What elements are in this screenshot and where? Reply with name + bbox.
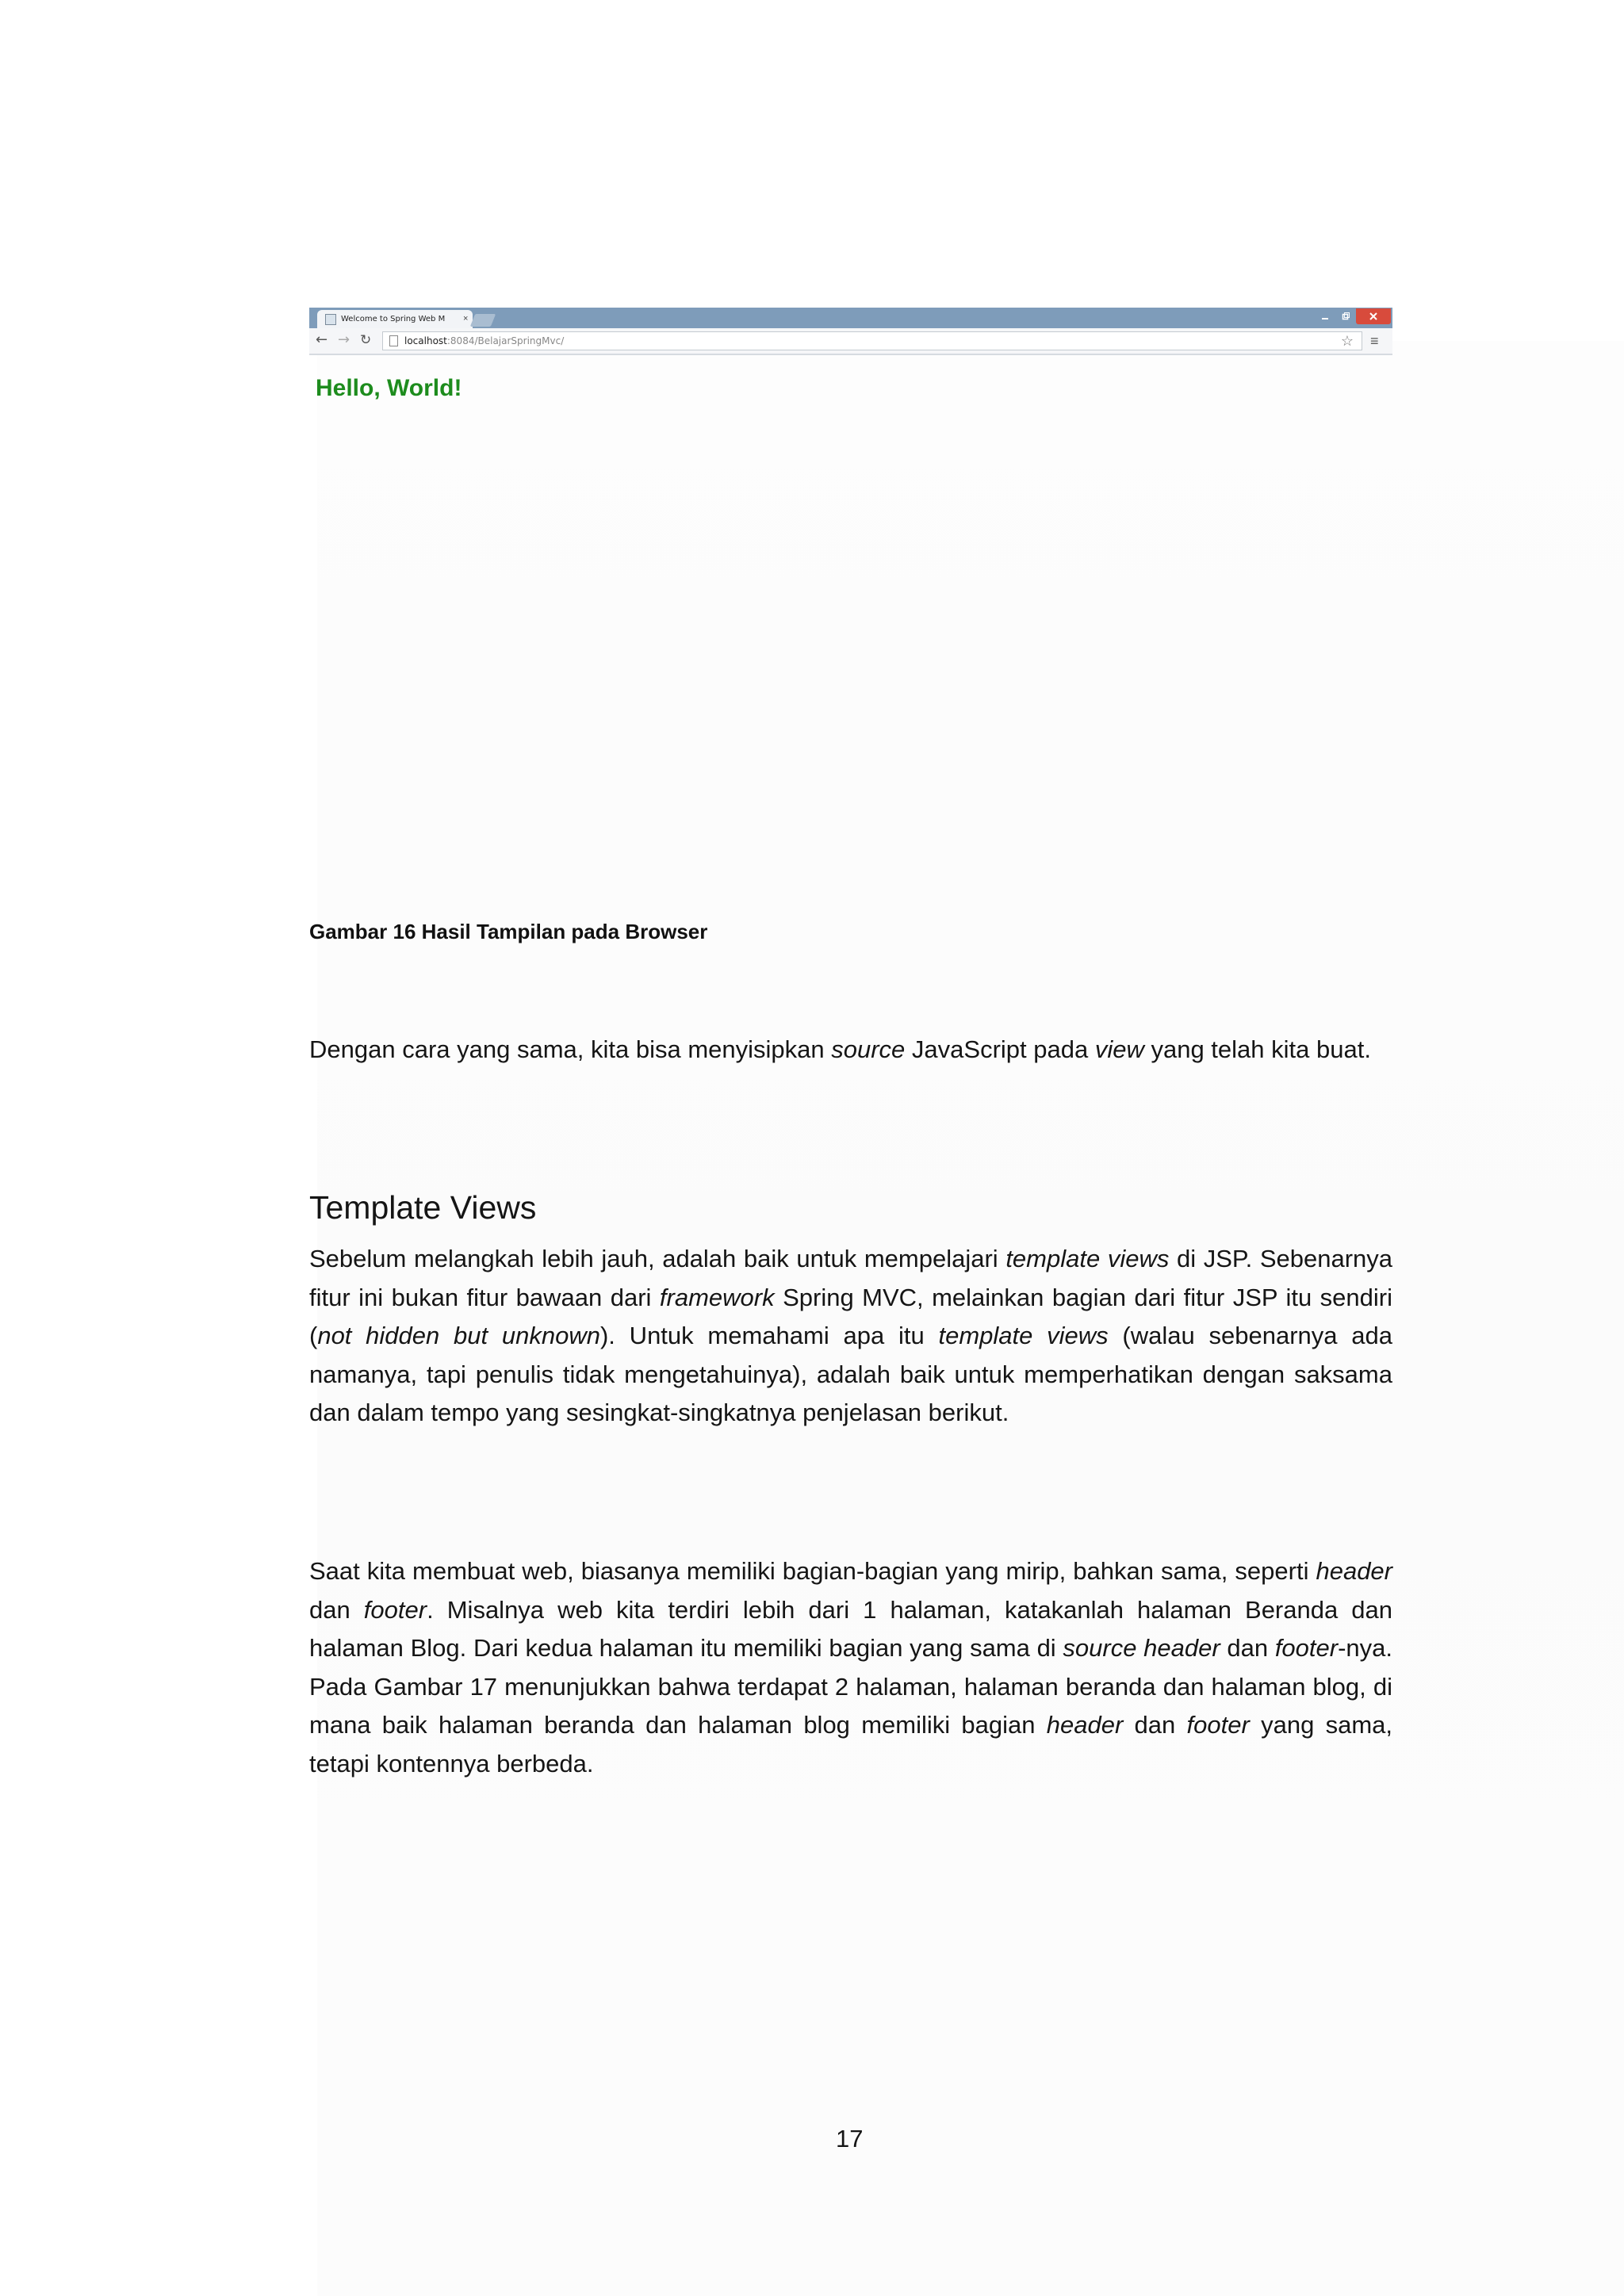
url-path: :8084/BelajarSpringMvc/ [446, 335, 565, 346]
text-span: yang telah kita buat. [1143, 1035, 1371, 1063]
paragraph-3 [309, 1552, 1392, 1783]
hello-world-text: Hello, World! [316, 375, 462, 401]
italic-term: header [1316, 1557, 1392, 1585]
browser-tab[interactable] [317, 310, 473, 328]
italic-term: header [1046, 1711, 1124, 1739]
italic-term: view [1094, 1035, 1144, 1063]
text-span: -nya. Pada Gambar 17 menunjukkan bahwa terdapat 2 halaman, halaman beranda dan halaman blog, di mana baik halaman beranda dan halaman blog memiliki bagian [309, 1634, 1393, 1739]
tab-close-icon[interactable]: × [463, 314, 469, 323]
favicon-icon [325, 314, 336, 325]
page-number: 17 [836, 2125, 864, 2152]
italic-term: footer [363, 1595, 427, 1624]
text-span: dan [1220, 1634, 1275, 1662]
reload-icon[interactable]: ↻ [360, 332, 372, 348]
paragraph-2 [309, 1240, 1392, 1433]
italic-term: template views [938, 1322, 1109, 1349]
maximize-icon[interactable] [1335, 308, 1356, 324]
star-icon[interactable]: ☆ [1340, 333, 1354, 349]
italic-term: template views [1005, 1245, 1170, 1272]
italic-term: framework [659, 1283, 775, 1311]
text-span: dan [309, 1595, 364, 1624]
text-span: di JSP. Sebenarnya fitur ini bukan fitur bawaan dari [309, 1245, 1393, 1311]
minimize-icon[interactable] [1315, 308, 1335, 324]
url-host: localhost [404, 335, 447, 346]
italic-term: source [831, 1035, 906, 1063]
forward-arrow-icon[interactable]: → [338, 331, 350, 348]
close-icon[interactable] [1356, 308, 1391, 324]
browser-tab-bar [309, 308, 1392, 328]
text-span: Sebelum melangkah lebih jauh, adalah baik untuk mempelajari [309, 1245, 1006, 1272]
figure-caption: Gambar 16 Hasil Tampilan pada Browser [309, 920, 708, 943]
text-span: Saat kita membuat web, biasanya memiliki bagian-bagian yang mirip, bahkan sama, seperti [309, 1557, 1316, 1585]
tab-title: Welcome to Spring Web M [341, 315, 446, 323]
text-span: (walau sebenarnya ada namanya, tapi penulis tidak mengetahuinya), adalah baik untuk memperhatikan dengan saksama dan dalam tempo yang sesingkat-singkatnya penjelasan berikut. [309, 1322, 1393, 1426]
page-icon [389, 335, 398, 346]
text-span: Dengan cara yang sama, kita bisa menyisipkan [309, 1035, 832, 1063]
url-input[interactable] [382, 331, 1362, 350]
text-span: ). Untuk memahami apa itu [599, 1322, 939, 1349]
text-span: yang sama, tetapi kontennya berbeda. [309, 1711, 1392, 1777]
italic-term: footer [1274, 1634, 1339, 1662]
section-heading: Template Views [309, 1189, 537, 1226]
paragraph-1 [309, 1031, 1392, 1070]
text-span: dan [1123, 1711, 1187, 1739]
text-span: Spring MVC, melainkan bagian dari fitur JSP itu sendiri ( [309, 1283, 1392, 1349]
url-text [404, 335, 564, 346]
italic-term: not hidden but unknown [317, 1322, 600, 1349]
back-arrow-icon[interactable]: ← [316, 331, 328, 348]
browser-screenshot [309, 308, 1392, 358]
text-span: . Misalnya web kita terdiri lebih dari 1 halaman, katakanlah halaman Beranda dan halaman Blog. Dari kedua halaman itu memiliki bagian yang sama di [309, 1595, 1392, 1662]
menu-icon[interactable]: ≡ [1370, 333, 1379, 349]
new-tab-button[interactable] [470, 314, 496, 327]
text-span: JavaScript pada [905, 1035, 1095, 1063]
italic-term: source header [1063, 1634, 1220, 1662]
italic-term: footer [1186, 1711, 1250, 1739]
address-bar [309, 328, 1392, 355]
